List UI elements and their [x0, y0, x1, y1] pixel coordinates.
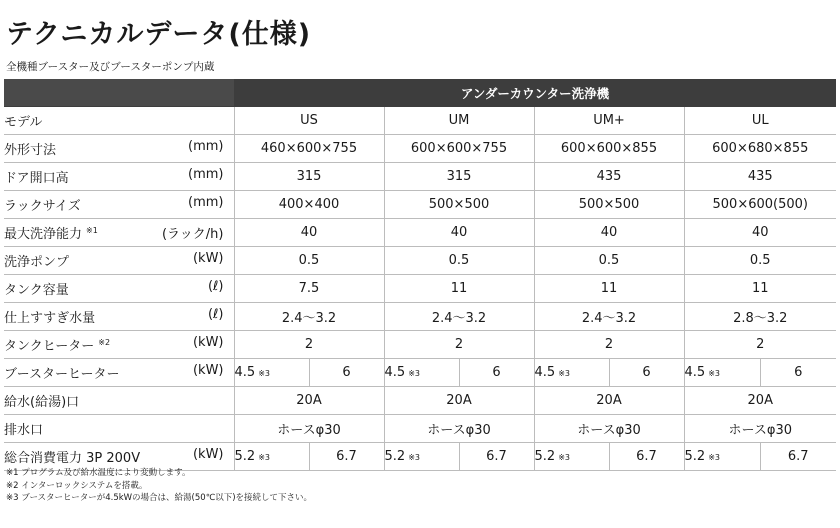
- spec-table: [4, 79, 836, 471]
- left-value-note: ※3: [708, 453, 720, 462]
- footnote-2: ※2 インターロックシステムを搭載。: [6, 480, 148, 491]
- value-cell: 600×600×855: [534, 135, 684, 163]
- value-cell: 435: [684, 163, 836, 191]
- value-cell: 435: [534, 163, 684, 191]
- row-label: 外形寸法: [4, 143, 57, 158]
- left-value-cell: [684, 443, 760, 471]
- row-label-cell: [4, 219, 234, 247]
- value-cell: 0.5: [384, 247, 534, 275]
- row-unit: (mm): [188, 139, 224, 154]
- right-value-cell: 6: [760, 359, 836, 387]
- row-label-cell: [4, 359, 234, 387]
- row-label-cell: [4, 107, 234, 135]
- value-cell: ホースφ30: [384, 415, 534, 443]
- value-cell: 2: [534, 331, 684, 359]
- value-cell: 20A: [234, 387, 384, 415]
- footnotes: [6, 467, 312, 505]
- row-label-cell: [4, 135, 234, 163]
- row-unit: (kW): [192, 363, 224, 378]
- value-cell: ホースφ30: [684, 415, 836, 443]
- row-unit: (mm): [188, 167, 224, 182]
- value-cell: 460×600×755: [234, 135, 384, 163]
- table-row: [4, 303, 836, 331]
- value-cell: 40: [234, 219, 384, 247]
- table-row: [4, 135, 836, 163]
- value-cell: 11: [534, 275, 684, 303]
- page-title: テクニカルデータ(仕様): [6, 19, 312, 50]
- row-unit: (ℓ): [207, 307, 224, 322]
- value-cell: 11: [684, 275, 836, 303]
- table-row: [4, 275, 836, 303]
- row-label-cell: [4, 331, 234, 359]
- value-cell: ホースφ30: [234, 415, 384, 443]
- left-value-cell: [534, 359, 609, 387]
- value-cell: 0.5: [684, 247, 836, 275]
- table-row: [4, 415, 836, 443]
- left-value: 4.5: [384, 365, 406, 380]
- left-value-cell: [684, 359, 760, 387]
- left-value: 5.2: [534, 449, 556, 464]
- right-value-cell: 6.7: [760, 443, 836, 471]
- row-unit: (kW): [192, 251, 224, 266]
- table-row: [4, 163, 836, 191]
- value-cell: 600×600×755: [384, 135, 534, 163]
- right-value-cell: 6.7: [309, 443, 384, 471]
- value-cell: 2.4〜3.2: [534, 303, 684, 331]
- left-value: 4.5: [534, 365, 556, 380]
- row-label: 仕上すすぎ水量: [4, 311, 96, 326]
- row-unit: (mm): [188, 195, 224, 210]
- value-cell: 2: [684, 331, 836, 359]
- value-cell: 315: [384, 163, 534, 191]
- value-cell: 0.5: [234, 247, 384, 275]
- value-cell: 2.4〜3.2: [234, 303, 384, 331]
- row-label: タンク容量: [4, 283, 69, 298]
- row-unit: (ラック/h): [161, 227, 224, 242]
- value-cell: ホースφ30: [534, 415, 684, 443]
- left-value-note: ※3: [408, 453, 420, 462]
- value-cell: 400×400: [234, 191, 384, 219]
- left-value-cell: [534, 443, 609, 471]
- value-cell: 40: [684, 219, 836, 247]
- row-label-cell: [4, 387, 234, 415]
- footnote-1: ※1 プログラム及び給水温度により変動します。: [6, 468, 191, 478]
- row-label-cell: [4, 163, 234, 191]
- table-row: [4, 107, 836, 135]
- left-value-note: ※3: [558, 369, 570, 378]
- right-value-cell: 6: [459, 359, 534, 387]
- row-label: 給水(給湯)口: [4, 395, 80, 410]
- right-value-cell: 6: [609, 359, 684, 387]
- row-note: ※1: [86, 226, 98, 235]
- value-cell: 0.5: [534, 247, 684, 275]
- table-row: [4, 191, 836, 219]
- left-value: 4.5: [684, 365, 706, 380]
- row-label-cell: [4, 275, 234, 303]
- group-header: アンダーカウンター洗浄機: [234, 79, 836, 107]
- value-cell: 2.8〜3.2: [684, 303, 836, 331]
- row-label: 総合消費電力 3P 200V: [4, 451, 141, 466]
- left-value-note: ※3: [258, 369, 270, 378]
- row-label-cell: [4, 415, 234, 443]
- left-value-cell: [384, 443, 459, 471]
- value-cell: 11: [384, 275, 534, 303]
- value-cell: US: [234, 107, 384, 135]
- value-cell: 500×500: [384, 191, 534, 219]
- table-row: [4, 331, 836, 359]
- value-cell: 7.5: [234, 275, 384, 303]
- row-label: ラックサイズ: [4, 199, 81, 214]
- row-label: 洗浄ポンプ: [4, 255, 70, 270]
- left-value-note: ※3: [258, 453, 270, 462]
- row-label-cell: [4, 191, 234, 219]
- row-label-cell: [4, 247, 234, 275]
- row-unit: (ℓ): [207, 279, 224, 294]
- value-cell: 315: [234, 163, 384, 191]
- value-cell: 20A: [684, 387, 836, 415]
- table-row: [4, 359, 836, 387]
- table-body: [4, 107, 836, 471]
- row-unit: (kW): [192, 447, 224, 462]
- left-value: 5.2: [384, 449, 406, 464]
- value-cell: 2: [384, 331, 534, 359]
- value-cell: UM: [384, 107, 534, 135]
- value-cell: 20A: [534, 387, 684, 415]
- table-header-row: [4, 79, 836, 107]
- table-row: [4, 387, 836, 415]
- left-value-note: ※3: [558, 453, 570, 462]
- left-value-cell: [234, 359, 309, 387]
- left-value-note: ※3: [708, 369, 720, 378]
- value-cell: 600×680×855: [684, 135, 836, 163]
- value-cell: 2.4〜3.2: [384, 303, 534, 331]
- value-cell: 20A: [384, 387, 534, 415]
- table-row: [4, 219, 836, 247]
- left-value: 5.2: [684, 449, 706, 464]
- left-value: 5.2: [234, 449, 256, 464]
- value-cell: 40: [534, 219, 684, 247]
- row-label-cell: [4, 303, 234, 331]
- value-cell: 40: [384, 219, 534, 247]
- row-label: 排水口: [4, 423, 44, 438]
- right-value-cell: 6: [309, 359, 384, 387]
- right-value-cell: 6.7: [609, 443, 684, 471]
- row-unit: (kW): [192, 335, 224, 350]
- table-row: [4, 247, 836, 275]
- header-corner-cell: [4, 79, 234, 107]
- right-value-cell: 6.7: [459, 443, 534, 471]
- value-cell: 2: [234, 331, 384, 359]
- footnote-3: ※3 ブースターヒーターが4.5kWの場合は、給湯(50℃以下)を接続して下さい。: [6, 493, 313, 503]
- value-cell: UM+: [534, 107, 684, 135]
- value-cell: 500×500: [534, 191, 684, 219]
- row-note: ※2: [98, 338, 111, 347]
- value-cell: 500×600(500): [684, 191, 836, 219]
- left-value-cell: [384, 359, 459, 387]
- value-cell: UL: [684, 107, 836, 135]
- row-label: タンクヒーター: [4, 339, 95, 354]
- row-label: モデル: [4, 115, 43, 130]
- page-subtitle: 全機種ブースター及びブースターポンプ内蔵: [6, 61, 215, 73]
- row-label: 最大洗浄能力: [4, 227, 83, 242]
- row-label: ドア開口高: [4, 171, 69, 186]
- left-value: 4.5: [234, 365, 256, 380]
- row-label: ブースターヒーター: [4, 367, 120, 382]
- left-value-note: ※3: [408, 369, 420, 378]
